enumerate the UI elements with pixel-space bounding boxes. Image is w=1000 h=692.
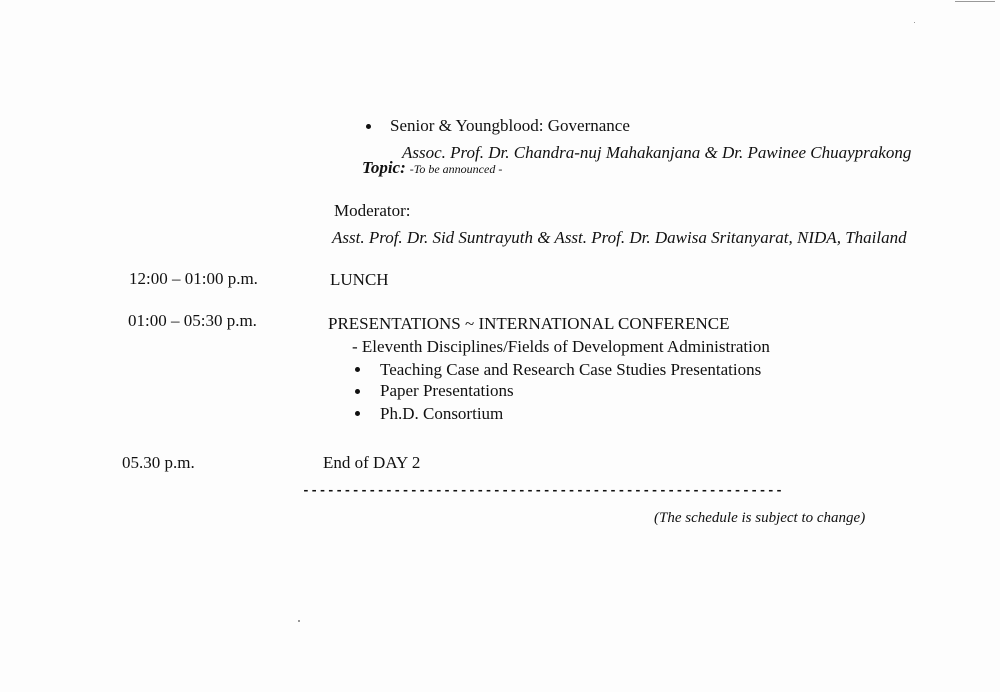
scan-speck [298, 620, 300, 622]
session-speakers: Assoc. Prof. Dr. Chandra-nuj Mahakanjana & Dr. Pawinee Chuayprakong [402, 143, 912, 162]
list-item: Teaching Case and Research Case Studies Presentations [380, 360, 762, 379]
presentations-subtitle: - Eleventh Disciplines/Fields of Development Administration [352, 337, 770, 356]
scan-speck [955, 1, 995, 2]
session-topic [362, 158, 502, 178]
end-title: End of DAY 2 [323, 453, 421, 472]
dashed-divider: ---------------------------------------------------------- [302, 483, 784, 498]
bullet-icon [355, 389, 360, 394]
end-time: 05.30 p.m. [122, 453, 195, 472]
moderator-label: Moderator: [334, 201, 411, 220]
list-item: Paper Presentations [380, 381, 514, 400]
session-item-title: Senior & Youngblood: Governance [390, 116, 630, 135]
list-item: Ph.D. Consortium [380, 404, 504, 423]
schedule-footnote: (The schedule is subject to change) [654, 510, 866, 526]
lunch-time: 12:00 – 01:00 p.m. [129, 269, 258, 288]
topic-label: Topic: [362, 158, 406, 177]
bullet-icon [366, 124, 371, 129]
presentations-title: PRESENTATIONS ~ INTERNATIONAL CONFERENCE [328, 314, 730, 333]
bullet-icon [355, 411, 360, 416]
bullet-icon [355, 367, 360, 372]
scan-speck [914, 22, 915, 23]
presentations-time: 01:00 – 05:30 p.m. [128, 311, 257, 330]
lunch-title: LUNCH [330, 270, 389, 289]
topic-value: -To be announced - [409, 162, 503, 176]
moderator-names: Asst. Prof. Dr. Sid Suntrayuth & Asst. Prof. Dr. Dawisa Sritanyarat, NIDA, Thailand [332, 228, 907, 247]
